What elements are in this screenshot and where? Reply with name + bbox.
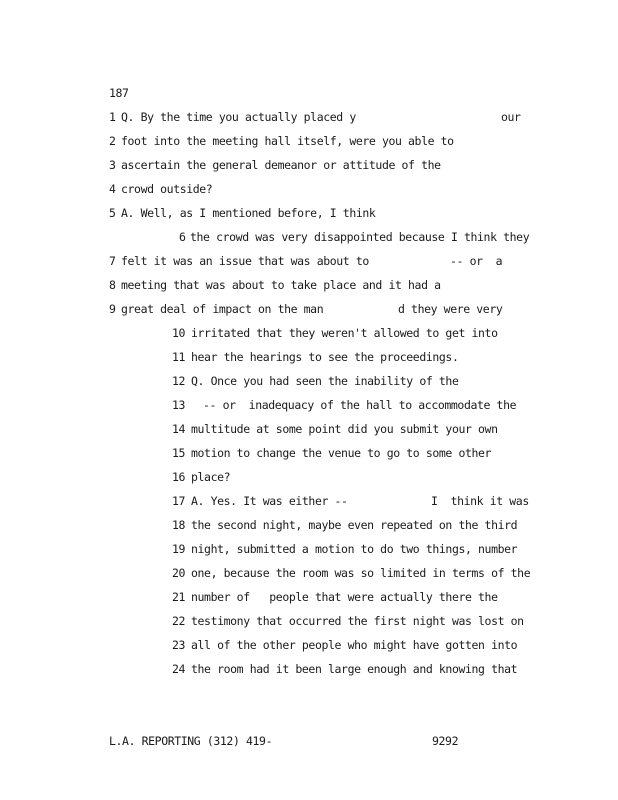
line-number: 23 xyxy=(172,638,186,652)
line-text: the crowd was very disappointed because I think they xyxy=(190,230,530,244)
line-text: number of people that were actually there the xyxy=(191,590,498,604)
line-text: place? xyxy=(191,470,231,484)
line-number: 13 xyxy=(172,398,186,412)
line-number: 3 xyxy=(109,158,116,172)
line-text-continued: I think it was xyxy=(431,494,529,508)
line-text: multitude at some point did you submit your own xyxy=(191,422,498,436)
line-text: testimony that occurred the first night was lost on xyxy=(191,614,524,628)
line-text: night, submitted a motion to do two things, number xyxy=(191,542,518,556)
line-text: hear the hearings to see the proceedings. xyxy=(191,350,459,364)
reporter-phone-suffix: 9292 xyxy=(432,734,459,748)
line-number: 9 xyxy=(109,302,116,316)
line-text: irritated that they weren't allowed to get into xyxy=(191,326,498,340)
line-number: 24 xyxy=(172,662,186,676)
line-text: ascertain the general demeanor or attitude of the xyxy=(121,158,441,172)
line-text: motion to change the venue to go to some other xyxy=(191,446,492,460)
line-number: 16 xyxy=(172,470,186,484)
line-number: 7 xyxy=(109,254,116,268)
page-number: 187 xyxy=(109,86,129,100)
line-number: 21 xyxy=(172,590,186,604)
line-number: 18 xyxy=(172,518,186,532)
line-number: 4 xyxy=(109,182,116,196)
line-text-continued: d they were very xyxy=(398,302,503,316)
line-text-continued: -- or a xyxy=(450,254,503,268)
line-text: crowd outside? xyxy=(121,182,213,196)
line-number: 20 xyxy=(172,566,186,580)
line-text-continued: our xyxy=(501,110,521,124)
line-text: -- or inadequacy of the hall to accommodate the xyxy=(203,398,517,412)
line-number: 22 xyxy=(172,614,186,628)
line-text: foot into the meeting hall itself, were you able to xyxy=(121,134,454,148)
line-number: 2 xyxy=(109,134,116,148)
line-number: 1 xyxy=(109,110,116,124)
line-number: 6 xyxy=(179,230,186,244)
line-text: great deal of impact on the man xyxy=(121,302,324,316)
line-number: 11 xyxy=(172,350,186,364)
reporter-footer: L.A. REPORTING (312) 419- xyxy=(109,734,273,748)
line-number: 5 xyxy=(109,206,116,220)
line-text: the room had it been large enough and knowing that xyxy=(191,662,518,676)
line-text: Q. By the time you actually placed y xyxy=(121,110,356,124)
line-text: Q. Once you had seen the inability of the xyxy=(191,374,459,388)
line-text: the second night, maybe even repeated on the third xyxy=(191,518,518,532)
line-text: A. Well, as I mentioned before, I think xyxy=(121,206,376,220)
line-number: 14 xyxy=(172,422,186,436)
line-text: A. Yes. It was either -- xyxy=(191,494,348,508)
line-number: 15 xyxy=(172,446,186,460)
line-number: 19 xyxy=(172,542,186,556)
line-text: one, because the room was so limited in terms of the xyxy=(191,566,531,580)
line-number: 17 xyxy=(172,494,186,508)
line-number: 10 xyxy=(172,326,186,340)
line-text: all of the other people who might have gotten into xyxy=(191,638,518,652)
line-text: meeting that was about to take place and it had a xyxy=(121,278,441,292)
line-number: 12 xyxy=(172,374,186,388)
line-text: felt it was an issue that was about to xyxy=(121,254,369,268)
line-number: 8 xyxy=(109,278,116,292)
